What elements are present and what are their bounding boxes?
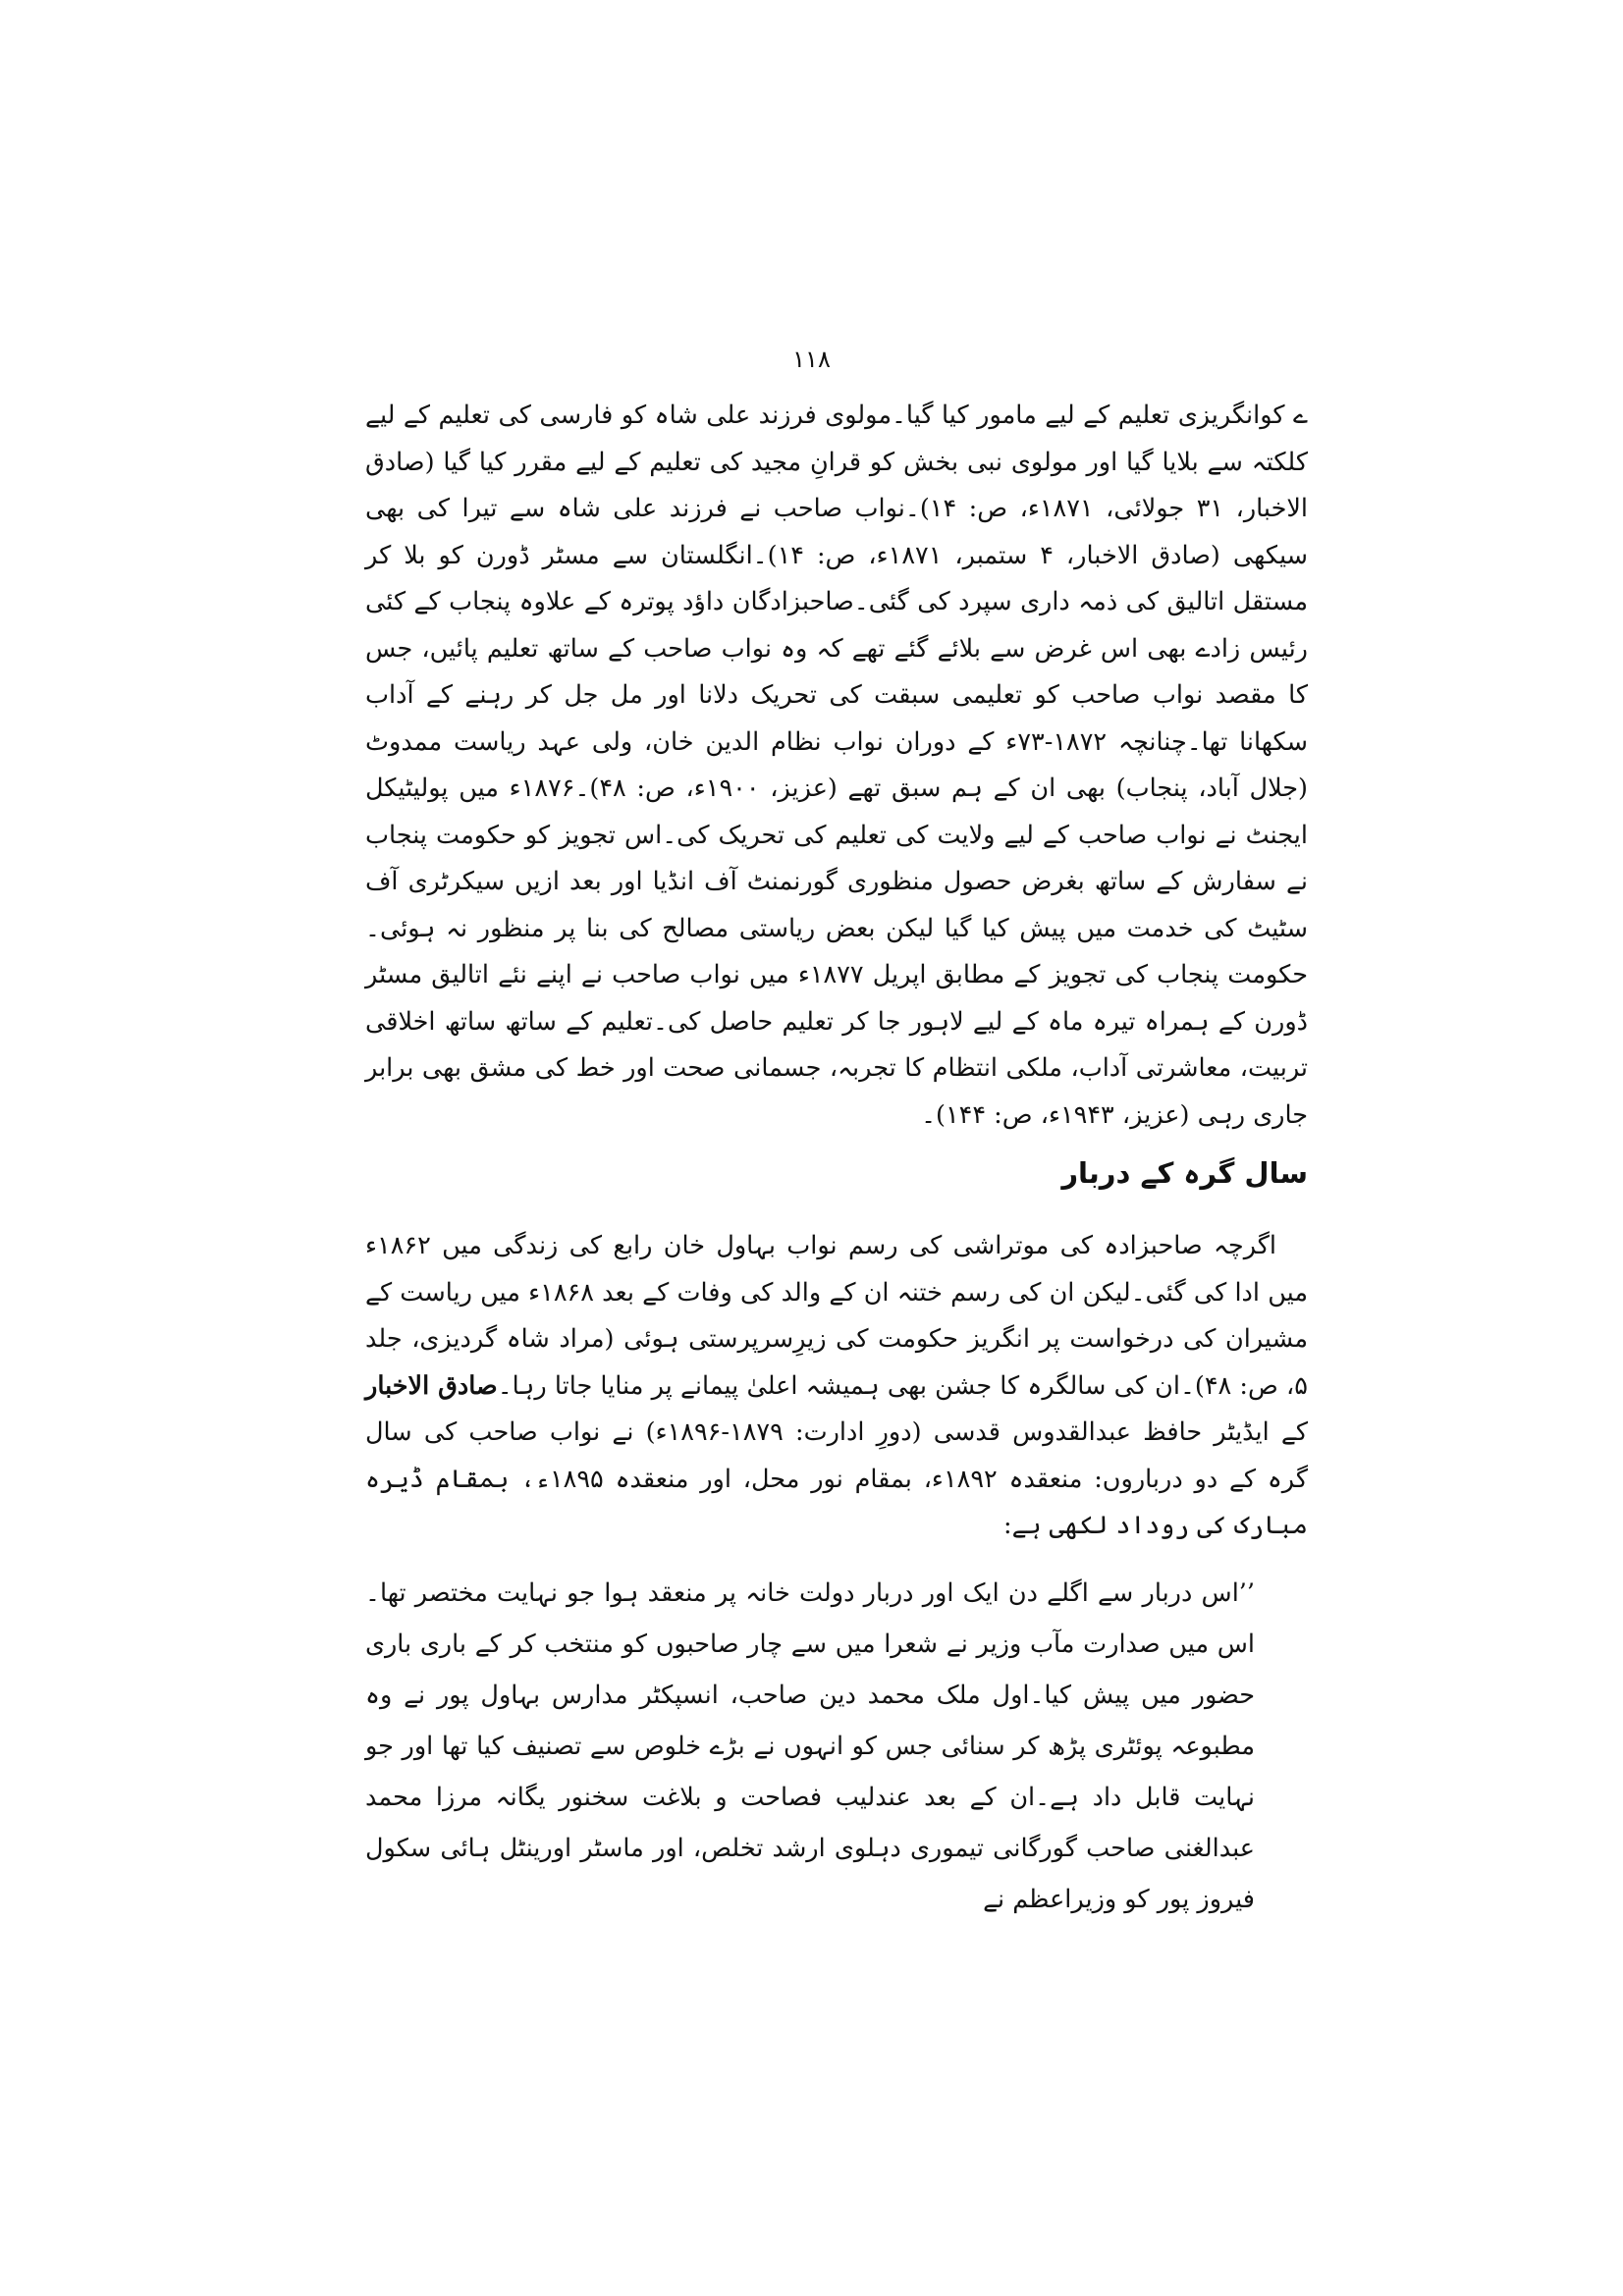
quotation-text: ’’اس دربار سے اگلے دن ایک اور دربار دولت خانہ پر منعقد ہوا جو نہایت مختصر تھا۔اس میں صدارت مآب وزیر نے شعرا میں سے چار صاحبوں کو منتخب کر کے باری باری حضور میں پیش کیا۔اول ملک محمد دین صاحب، انسپکٹر مدارس بہاول پور نے وہ مطبوعہ پوئٹری پڑھ کر سنائی جس کو انہوں نے بڑے خلوص سے تصنیف کیا تھا اور جو نہایت قابل داد ہے۔ان کے بعد عندلیب فصاحت و بلاغت سخنور یگانہ مرزا محمد عبدالغنی صاحب گورگانی تیموری دہلوی ارشد تخلص، اور ماسٹر اورینٹل ہائی سکول فیروز پور کو وزیراعظم نے (365, 1577, 1255, 1914)
page-body (365, 393, 1308, 1925)
paragraph-birthday-darbar (365, 1223, 1308, 1550)
paragraph-education: ے کوانگریزی تعلیم کے لیے مامور کیا گیا۔مولوی فرزند علی شاہ کو فارسی کی تعلیم کے لیے کلکتہ سے بلایا گیا اور مولوی نبی بخش کو قرانِ مجید کی تعلیم کے لیے مقرر کیا گیا (صادق الاخبار، ۳۱ جولائی، ۱۸۷۱ء، ص: ۱۴)۔نواب صاحب نے فرزند علی شاہ سے تیرا کی بھی سیکھی (صادق الاخبار، ۴ ستمبر، ۱۸۷۱ء، ص: ۱۴)۔انگلستان سے مسٹر ڈورن کو بلا کر مستقل اتالیق کی ذمہ داری سپرد کی گئی۔صاحبزادگان داؤد پوترہ کے علاوہ پنجاب کے کئی رئیس زادے بھی اس غرض سے بلائے گئے تھے کہ وہ نواب صاحب کے ساتھ تعلیم پائیں، جس کا مقصد نواب صاحب کو تعلیمی سبقت کی تحریک دلانا اور مل جل کر رہنے کے آداب سکھانا تھا۔چنانچہ ۱۸۷۲-۷۳ء کے دوران نواب نظام الدین خان، ولی عہد ریاست ممدوٹ (جلال آباد، پنجاب) بھی ان کے ہم سبق تھے (عزیز، ۱۹۰۰ء، ص: ۴۸)۔۱۸۷۶ء میں پولیٹیکل ایجنٹ نے نواب صاحب کے لیے ولایت کی تعلیم کی تحریک کی۔اس تجویز کو حکومت پنجاب نے سفارش کے ساتھ بغرض حصول منظوری گورنمنٹ آف انڈیا اور بعد ازیں سیکرٹری آف سٹیٹ کی خدمت میں پیش کیا گیا لیکن بعض ریاستی مصالح کی بنا پر منظور نہ ہوئی۔حکومت پنجاب کی تجویز کے مطابق اپریل ۱۸۷۷ء میں نواب صاحب نے اپنے نئے اتالیق مسٹر ڈورن کے ہمراہ تیرہ ماہ کے لیے لاہور جا کر تعلیم حاصل کی۔تعلیم کے ساتھ ساتھ اخلاقی تربیت، معاشرتی آداب، ملکی انتظام کا تجربہ، جسمانی صحت اور خط کی مشق بھی برابر جاری رہی (عزیز، ۱۹۴۳ء، ص: ۱۴۴)۔ (365, 400, 1309, 1130)
paragraph-text-part1: اگرچہ صاحبزادہ کی موتراشی کی رسم نواب بہاول خان رابع کی زندگی میں ۱۸۶۲ء میں ادا کی گئی۔لیکن ان کی رسم ختنہ ان کے والد کی وفات کے بعد ۱۸۶۸ء میں ریاست کے مشیران کی درخواست پر انگریز حکومت کی زیرِسرپرستی ہوئی (مراد شاہ گردیزی، جلد ۵، ص: ۴۸)۔ان کی سالگرہ کا جشن بھی ہمیشہ اعلیٰ پیمانے پر منایا جاتا رہا۔ (365, 1231, 1308, 1401)
quotation-block (365, 1568, 1308, 1925)
page-number: ۱۱۸ (792, 346, 831, 373)
section-heading: سال گرہ کے دربار (1061, 1156, 1308, 1190)
newspaper-name: صادق الاخبار (365, 1370, 498, 1401)
paragraph-text-part2: کے ایڈیٹر حافظ عبدالقدوس قدسی (دورِ ادارت: ۱۸۷۹-۱۸۹۶ء) نے نواب صاحب کی سال گرہ کے دو درباروں: منعقدہ ۱۸۹۲ء، بمقام نور محل، اور منعقدہ ۱۸۹۵ء، بمقام ڈیرہ مبارک کی روداد لکھی ہے: (365, 1417, 1309, 1540)
